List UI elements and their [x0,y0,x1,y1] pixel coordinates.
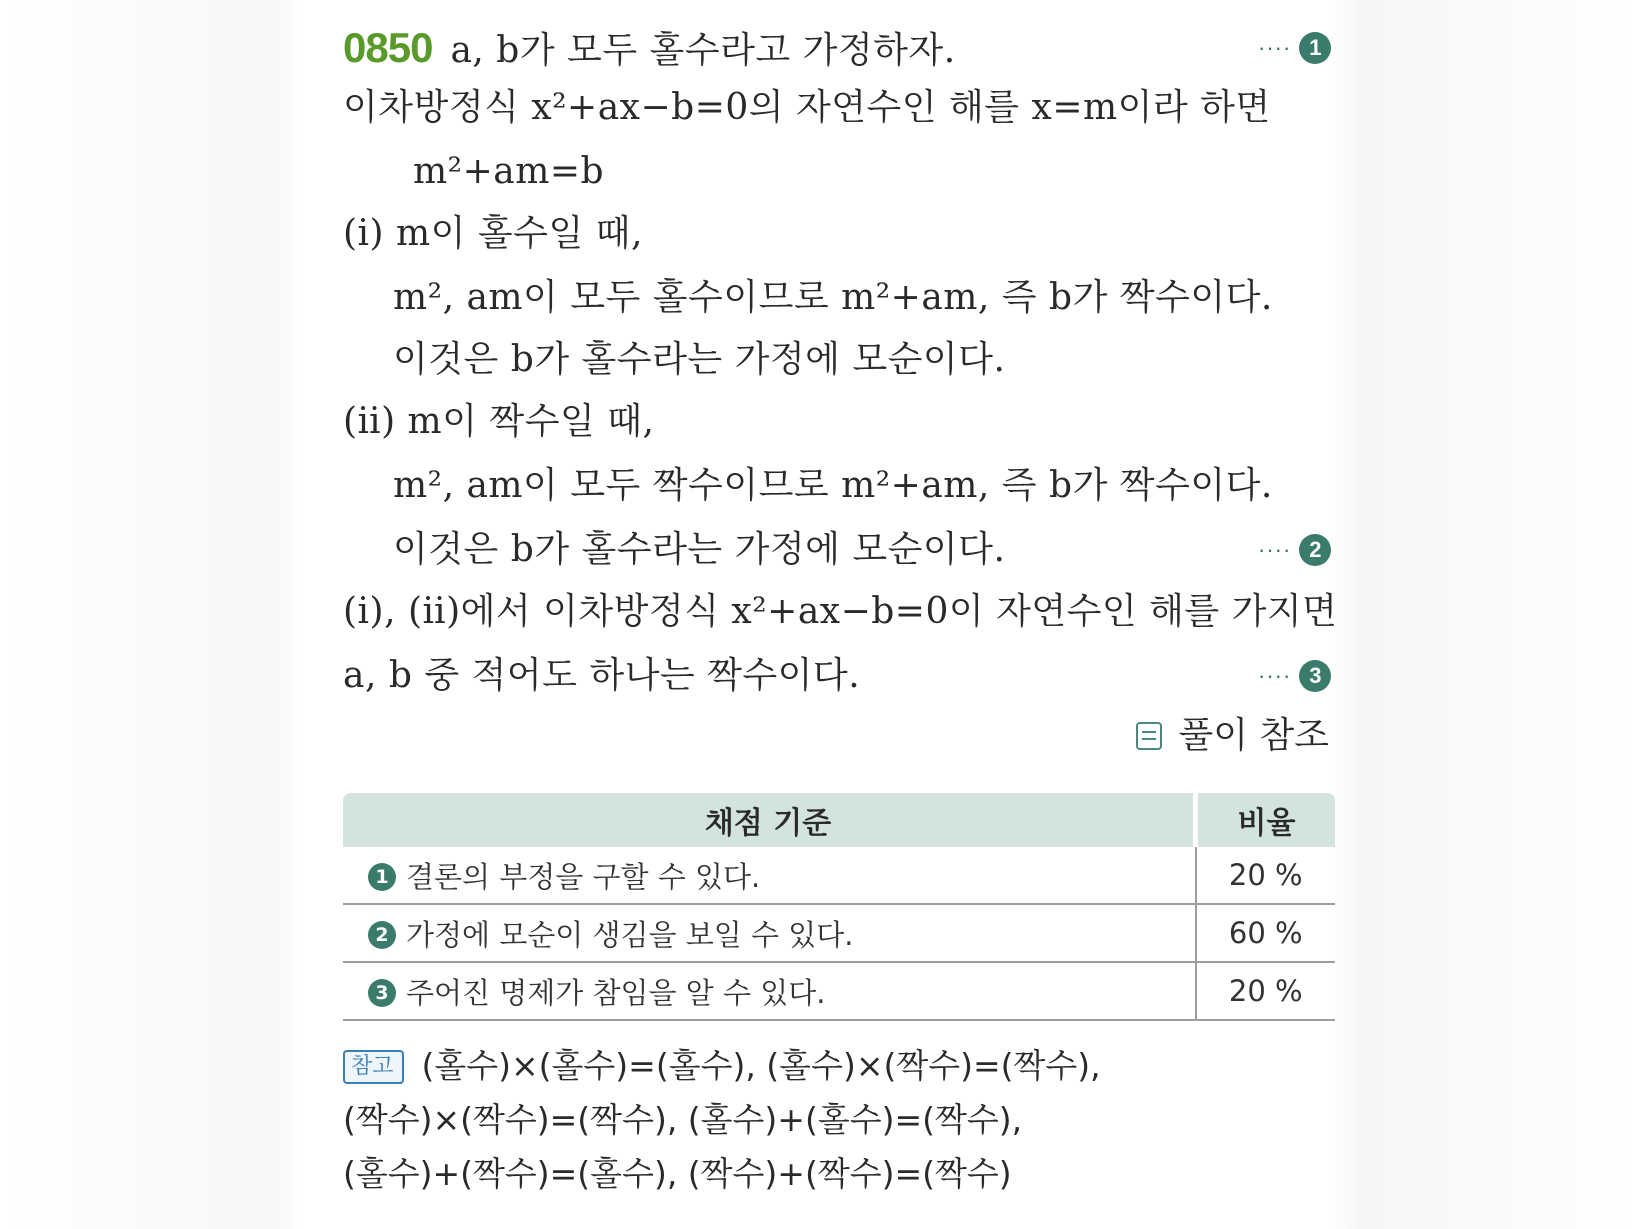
criteria-cell [343,847,1196,904]
marker-dots: ···· [1258,537,1292,562]
step-1-icon: 1 [1299,32,1331,64]
note-line-3: (홀수)+(짝수)=(홀수), (짝수)+(짝수)=(짝수) [343,1154,1012,1193]
document-icon [1136,722,1162,750]
table-row [343,847,1335,904]
solution-line-3: m²+am=b [413,151,605,192]
step-3-icon: 3 [368,979,396,1007]
criteria-text: 결론의 부정을 구할 수 있다. [406,859,761,894]
marker-dots: ···· [1258,35,1292,60]
solution-line-1 [343,26,956,73]
criteria-cell [343,904,1196,962]
problem-number: 0850 [343,24,433,71]
step-3-icon: 3 [1299,660,1331,692]
conclusion-line-1: (ⅰ), (ⅱ)에서 이차방정식 x²+ax−b=0이 자연수인 해를 가지면 [343,591,1338,632]
case-2-heading: (ⅱ) m이 짝수일 때, [343,401,655,442]
note-line-1 [343,1044,1101,1088]
note-tag: 참고 [343,1050,404,1084]
note-text: (홀수)×(홀수)=(홀수), (홀수)×(짝수)=(짝수), [421,1046,1101,1085]
conclusion-line-2: a, b 중 적어도 하나는 짝수이다. [343,655,861,696]
marker-dots: ···· [1258,663,1292,688]
step-1-icon: 1 [368,863,396,891]
ratio-cell: 20 % [1196,847,1336,904]
table-row [343,962,1335,1020]
header-criteria: 채점 기준 [343,793,1196,847]
case-1-line-2: 이것은 b가 홀수라는 가정에 모순이다. [393,339,1006,380]
step-marker-1 [1258,32,1331,64]
assumption-text: a, b가 모두 홀수라고 가정하자. [450,30,956,71]
step-2-icon: 2 [368,921,396,949]
note-line-2: (짝수)×(짝수)=(짝수), (홀수)+(홀수)=(짝수), [343,1100,1023,1139]
ratio-cell: 20 % [1196,962,1336,1020]
grading-table [343,793,1335,1021]
case-2-line-2: 이것은 b가 홀수라는 가정에 모순이다. [393,529,1006,570]
criteria-text: 가정에 모순이 생김을 보일 수 있다. [406,917,854,952]
header-ratio: 비율 [1196,793,1336,847]
step-2-icon: 2 [1299,534,1331,566]
case-2-line-1: m², am이 모두 짝수이므로 m²+am, 즉 b가 짝수이다. [393,465,1273,506]
step-marker-3 [1258,660,1331,692]
criteria-text: 주어진 명제가 참임을 알 수 있다. [406,975,826,1010]
step-marker-2 [1258,534,1331,566]
table-row [343,904,1335,962]
criteria-cell [343,962,1196,1020]
case-1-line-1: m², am이 모두 홀수이므로 m²+am, 즉 b가 짝수이다. [393,277,1273,318]
reference-note [1136,714,1329,758]
grading-header-row [343,793,1335,847]
ratio-cell: 60 % [1196,904,1336,962]
reference-label: 풀이 참조 [1178,715,1329,756]
solution-line-2: 이차방정식 x²+ax−b=0의 자연수인 해를 x=m이라 하면 [343,87,1271,128]
case-1-heading: (ⅰ) m이 홀수일 때, [343,213,643,254]
